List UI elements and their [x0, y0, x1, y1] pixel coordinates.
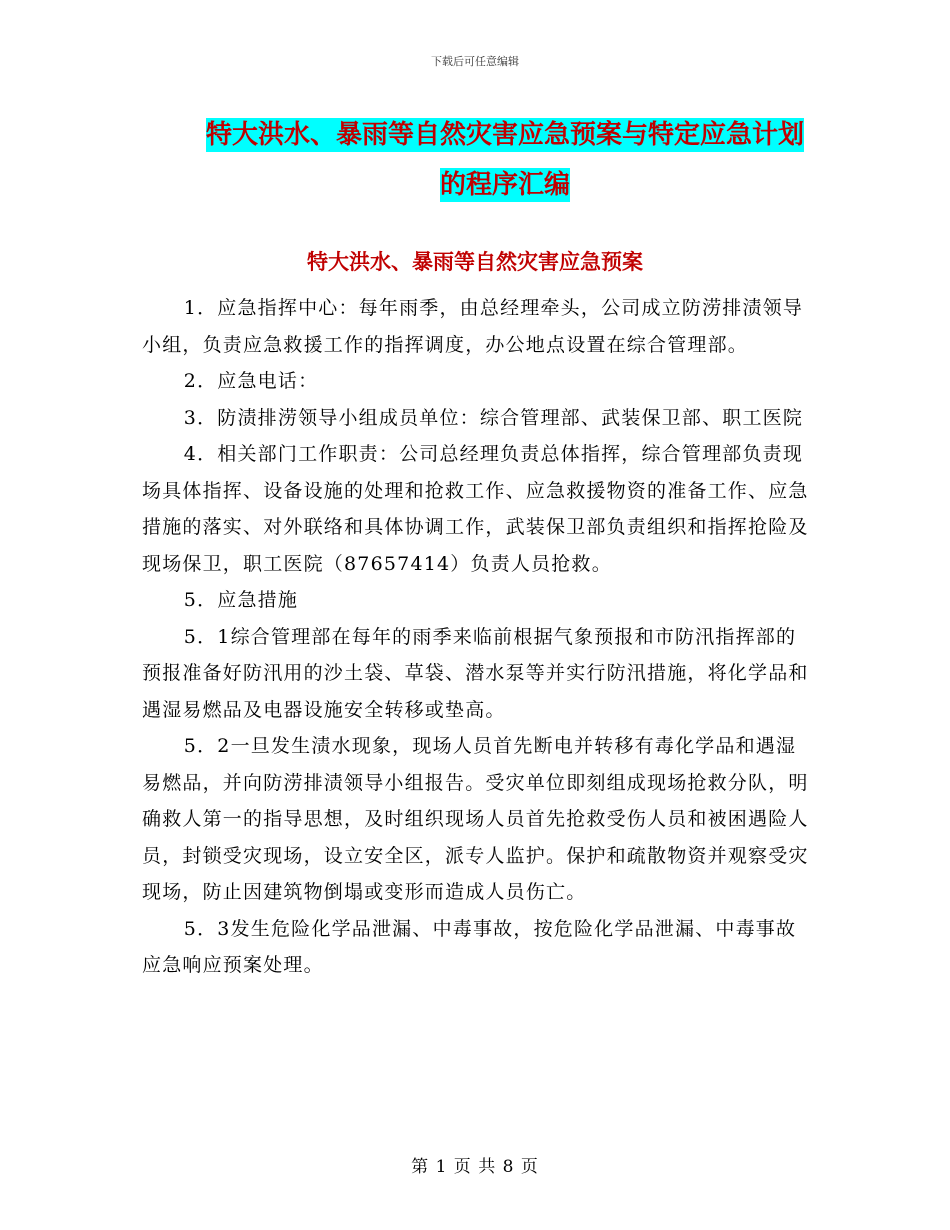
page-footer: 第 1 页 共 8 页: [411, 1157, 539, 1177]
paragraph: 5．应急措施: [183, 589, 299, 611]
document-title-line-1: 特大洪水、暴雨等自然灾害应急预案与特定应急计划: [205, 120, 804, 150]
paragraph: 5．3发生危险化学品泄漏、中毒事故，按危险化学品泄漏、中毒事故应急响应预案处理。: [142, 917, 797, 976]
document-title: [140, 110, 870, 210]
paragraph: 2．应急电话：: [183, 370, 319, 392]
paragraph: 4．相关部门工作职责：公司总经理负责总体指挥，综合管理部负责现场具体指挥、设备设施的处理和抢救工作、应急救援物资的准备工作、应急措施的落实、对外联络和具体协调工作，武装保卫部负责组织和指挥抢险及现场保卫，职工医院（87657414）负责人员抢救。: [142, 443, 809, 575]
paragraph: 3．防渍排涝领导小组成员单位：综合管理部、武装保卫部、职工医院: [183, 406, 804, 429]
paragraph: 5．2一旦发生渍水现象，现场人员首先断电并转移有毒化学品和遇湿易燃品，并向防涝排渍领导小组报告。受灾单位即刻组成现场抢救分队，明确救人第一的指导思想，及时组织现场人员首先抢救受伤人员和被困遇险人员，封锁受灾现场，设立安全区，派专人监护。保护和疏散物资并观察受灾现场，防止因建筑物倒塌或变形而造成人员伤亡。: [142, 735, 809, 903]
paragraph: 1．应急指挥中心：每年雨季，由总经理牵头，公司成立防涝排渍领导小组，负责应急救援工作的指挥调度，办公地点设置在综合管理部。: [142, 297, 804, 356]
document-title-line-2: 的程序汇编: [439, 170, 570, 200]
document-body: [142, 290, 812, 984]
header-note: 下载后可任意编辑: [431, 55, 519, 68]
section-title: 特大洪水、暴雨等自然灾害应急预案: [307, 250, 643, 274]
paragraph: 5．1综合管理部在每年的雨季来临前根据气象预报和市防汛指挥部的预报准备好防汛用的沙土袋、草袋、潜水泵等并实行防汛措施，将化学品和遇湿易燃品及电器设施安全转移或垫高。: [142, 625, 809, 721]
